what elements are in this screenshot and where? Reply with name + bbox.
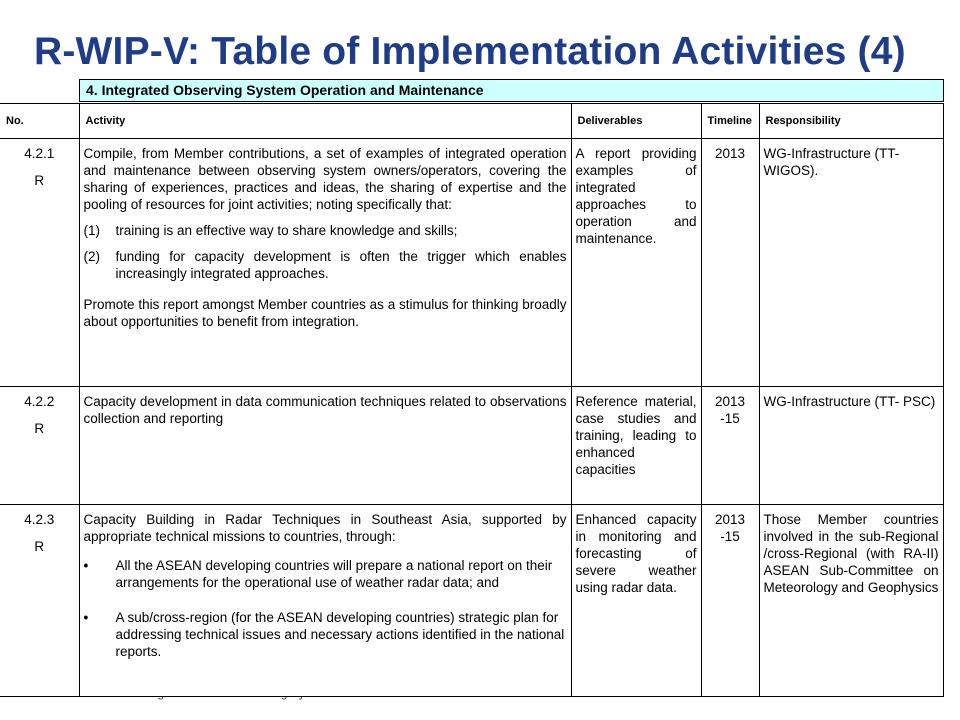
list-marker: (2) (83, 249, 100, 264)
list-text: training is an effective way to share knowledge and skills; (115, 223, 458, 238)
activity-intro: Capacity Building in Radar Techniques in Southeast Asia, supported by appropriate technical missions to countries, through: (83, 512, 567, 544)
deliverables-cell: Enhanced capacity in monitoring and forecasting of severe weather using radar data. (571, 505, 701, 697)
col-header-timeline: Timeline (701, 104, 759, 139)
timeline-cell: 2013 -15 (701, 505, 759, 697)
slide-title: R-WIP-V: Table of Implementation Activities (4) (34, 30, 906, 73)
row-code: R (34, 421, 45, 436)
activity-outro: Promote this report amongst Member countries as a stimulus for thinking broadly about opportunities to benefit from integration. (83, 297, 567, 329)
col-header-deliverables: Deliverables (571, 104, 701, 139)
list-text: All the ASEAN developing countries will prepare a national report on their arrangements for the operational use of weather radar data; and (115, 558, 553, 590)
col-header-responsibility: Responsibility (759, 104, 943, 139)
list-item (84, 248, 567, 282)
row-number-cell (0, 387, 79, 505)
col-header-no: No. (0, 104, 79, 139)
list-marker: (1) (83, 223, 100, 238)
bullet-icon: • (83, 610, 89, 625)
list-text: A sub/cross-region (for the ASEAN developing countries) strategic plan for addressing technical issues and necessary actions identified in the national reports. (115, 610, 565, 659)
responsibility-cell: WG-Infrastructure (TT-WIGOS). (759, 139, 943, 387)
list-text: funding for capacity development is often the trigger which enables increasingly integrated approaches. (115, 249, 567, 281)
activity-cell: Capacity development in data communication techniques related to observations collection and reporting (79, 387, 571, 505)
row-number-cell (0, 505, 79, 697)
row-number: 4.2.2 (24, 394, 55, 409)
bullet-icon: • (83, 558, 89, 573)
table-row (0, 505, 943, 697)
row-number: 4.2.1 (24, 146, 55, 161)
row-code: R (34, 173, 45, 188)
table-row (0, 139, 943, 387)
activity-cell (79, 505, 571, 697)
row-number: 4.2.3 (24, 512, 55, 527)
responsibility-cell: Those Member countries involved in the sub-Regional /cross-Regional (with RA-II) ASEAN Sub-Committee on Meteorology and Geophysics (759, 505, 943, 697)
timeline-cell: 2013 -15 (701, 387, 759, 505)
activities-table (79, 79, 944, 102)
col-header-activity: Activity (79, 104, 571, 139)
activity-cell (79, 139, 571, 387)
list-item (84, 609, 567, 660)
deliverables-cell: Reference material, case studies and training, leading to enhanced capacities (571, 387, 701, 505)
row-number-cell (0, 139, 79, 387)
activity-intro: Compile, from Member contributions, a set of examples of integrated operation and maintenance between observing system owners/operators, covering the sharing of experiences, practices and ideas, the sharing of expertise and the pooling of resources for joint activities; noting specifically that: (83, 146, 567, 212)
table-row (0, 387, 943, 505)
section-row (80, 80, 944, 102)
list-item (84, 557, 567, 591)
section-title: 4. Integrated Observing System Operation and Maintenance (80, 80, 944, 102)
list-item (84, 222, 567, 239)
header-row (0, 104, 943, 139)
timeline-cell: 2013 (701, 139, 759, 387)
responsibility-cell: WG-Infrastructure (TT- PSC) (759, 387, 943, 505)
activities-grid (0, 103, 944, 697)
deliverables-cell: A report providing examples of integrated approaches to operation and maintenance. (571, 139, 701, 387)
row-code: R (34, 539, 45, 554)
